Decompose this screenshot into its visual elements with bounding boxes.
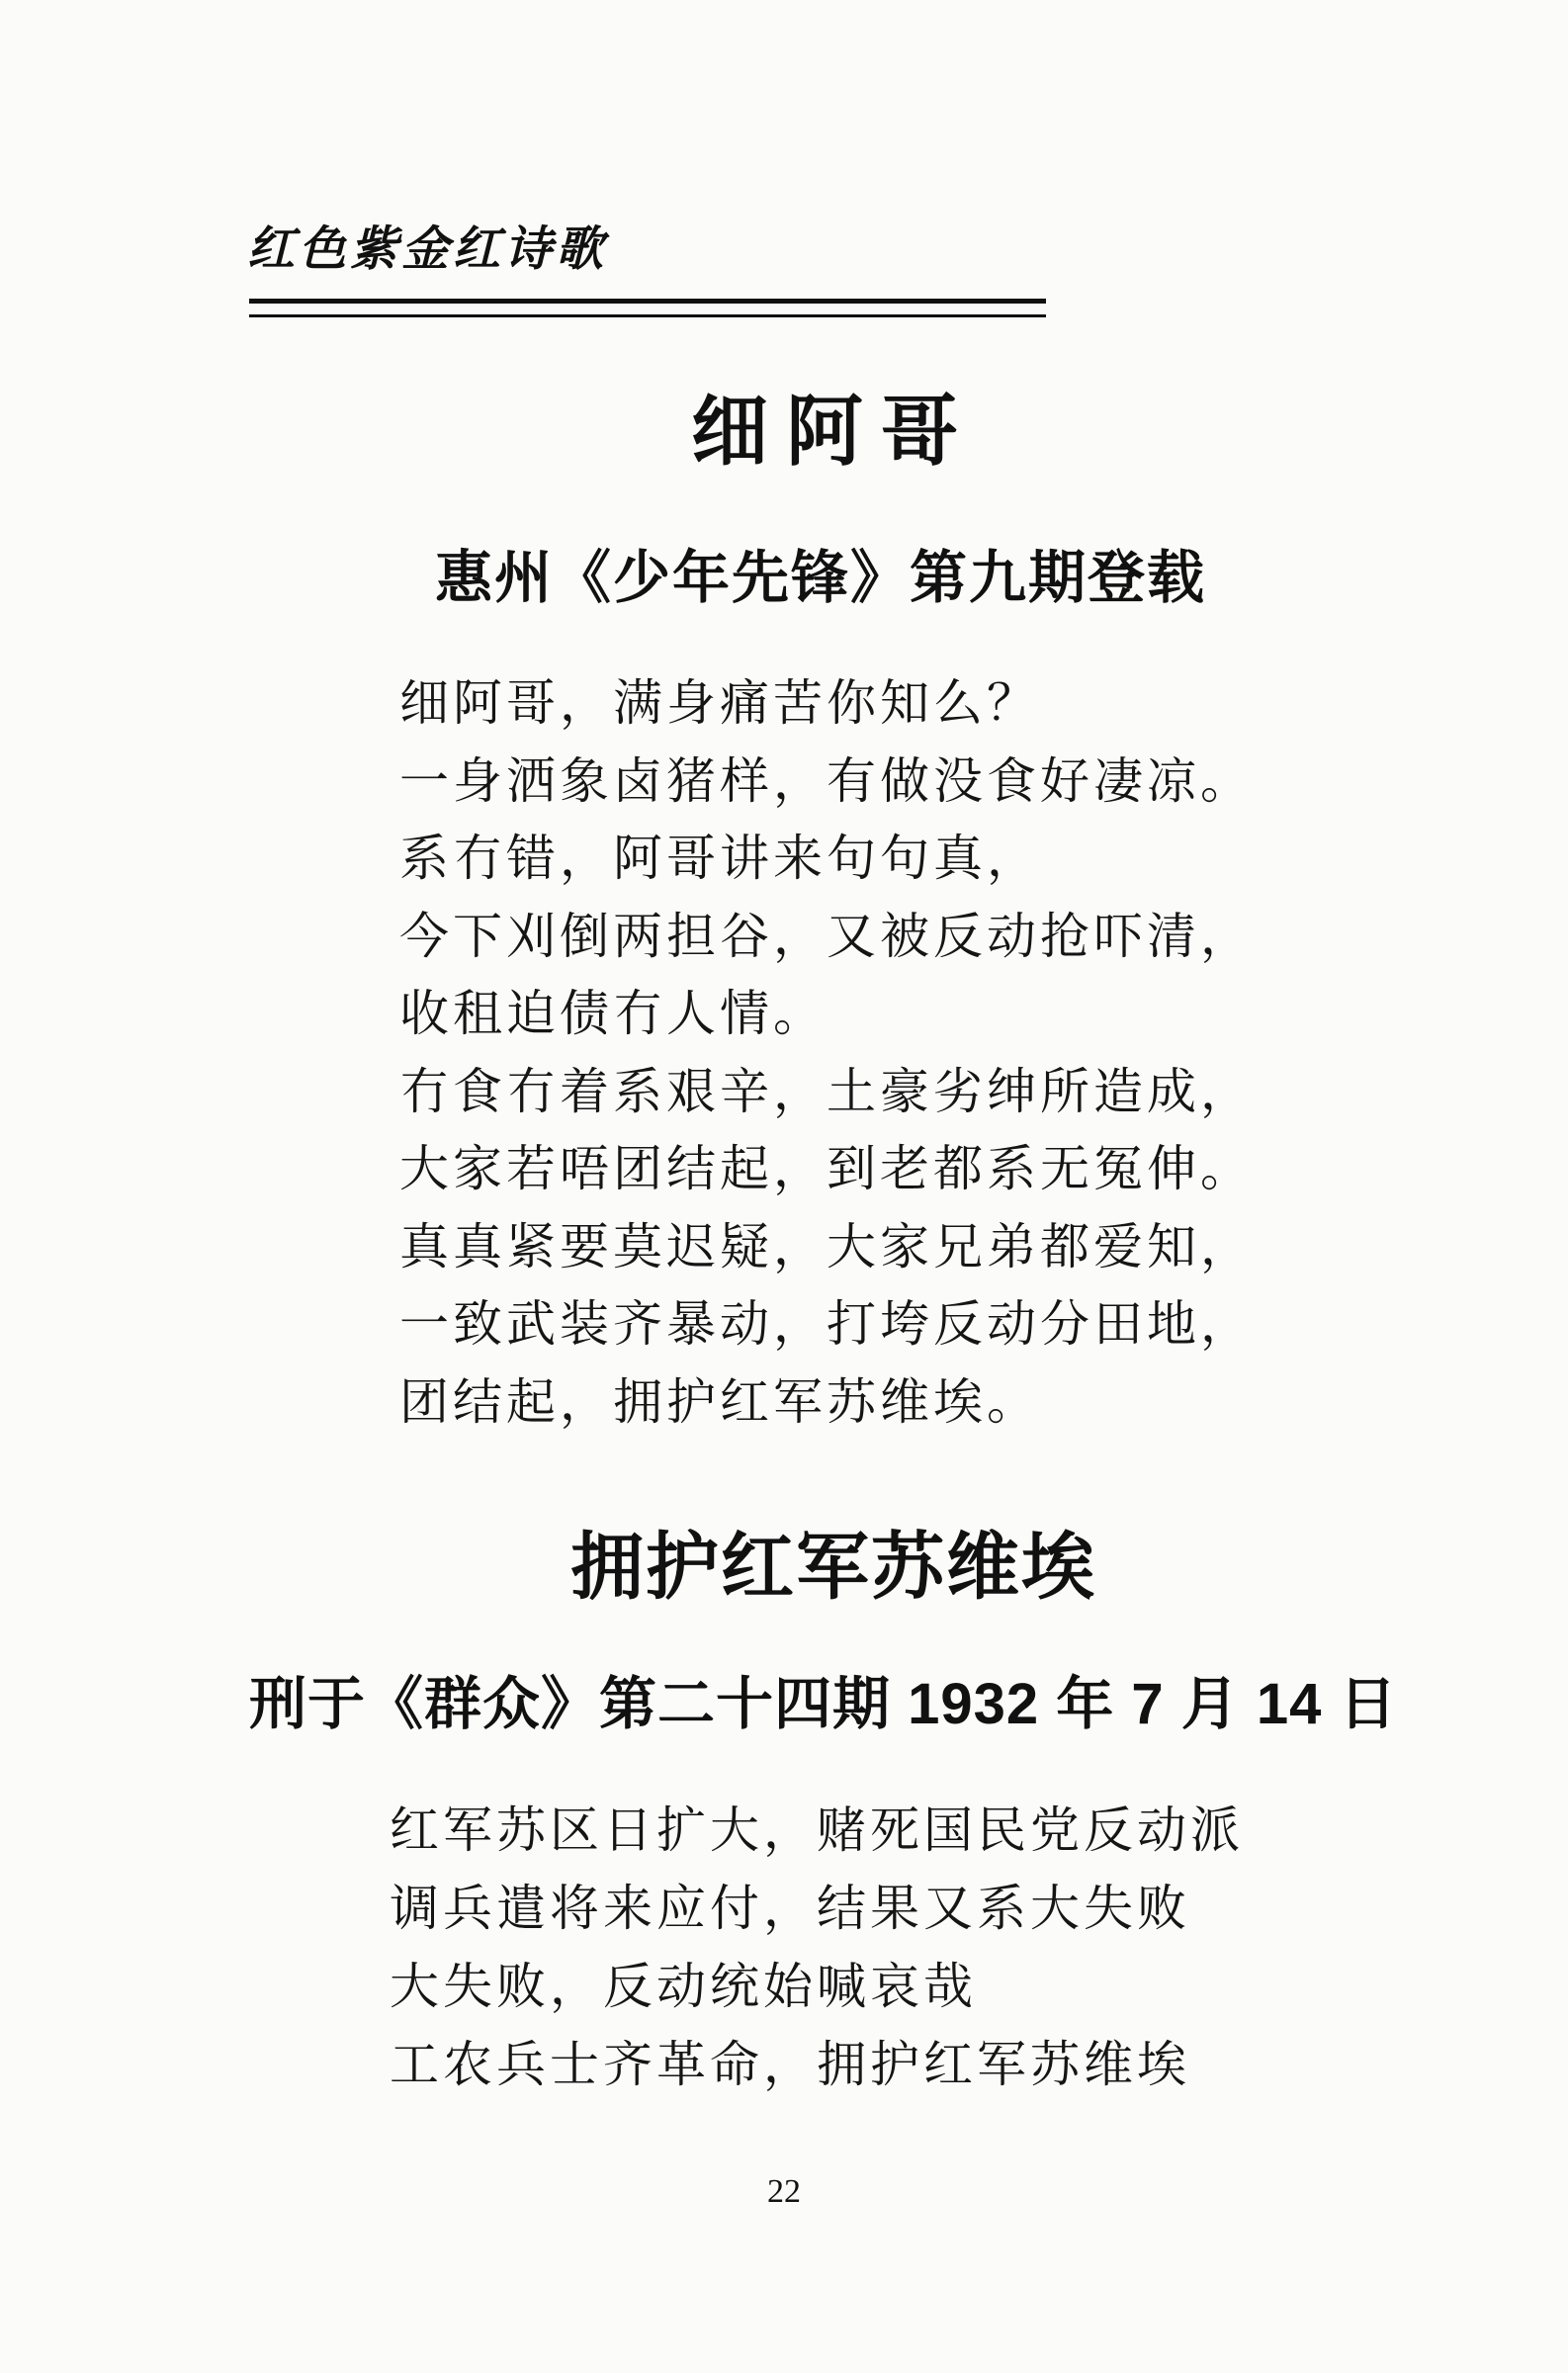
poem-title: 细阿哥 [690,388,976,477]
poem-line: 大失败，反动统始喊哀哉 [390,1958,977,2015]
header-rule-thick [249,299,1046,304]
poem-line: 细阿哥，满身痛苦你知么？ [399,674,1040,732]
page-number: 22 [767,2173,801,2210]
poem-line: 团结起，拥护红军苏维埃。 [399,1372,1040,1431]
poem-line: 一身洒象卤猪样，有做没食好凄凉。 [399,751,1254,810]
poem-line: 真真紧要莫迟疑，大家兄弟都爱知， [399,1217,1254,1275]
poem-body [390,1792,1244,2104]
poem-line: 调兵遣将来应付，结果又系大失败 [390,1880,1190,1937]
poem-title: 拥护红军苏维埃 [570,1525,1096,1610]
poem-line: 收租迫债冇人情。 [399,985,827,1042]
poem-line: 一致武装齐暴动，打垮反动分田地， [399,1295,1254,1353]
poem-line: 系冇错，阿哥讲来句句真， [399,830,1040,887]
poem-line: 冇食冇着系艰辛，土豪劣绅所造成， [399,1062,1254,1120]
poem-body [399,664,1254,1441]
poem-line: 大家若唔团结起，到老都系无冤伸。 [399,1140,1254,1197]
poem-line: 红军苏区日扩大，赌死国民党反动派 [390,1802,1244,1859]
poem-line: 今下刈倒两担谷，又被反动抢吓清， [399,907,1254,965]
running-header-title: 红色紫金红诗歌 [247,221,608,277]
poem-source: 惠州《少年先锋》第九期登载 [435,546,1207,610]
poem-source: 刑于《群众》第二十四期 1932 年 7 月 14 日 [249,1672,1398,1736]
poem-line: 工农兵士齐革命，拥护红军苏维埃 [390,2036,1190,2093]
header-rule-thin [249,314,1046,317]
